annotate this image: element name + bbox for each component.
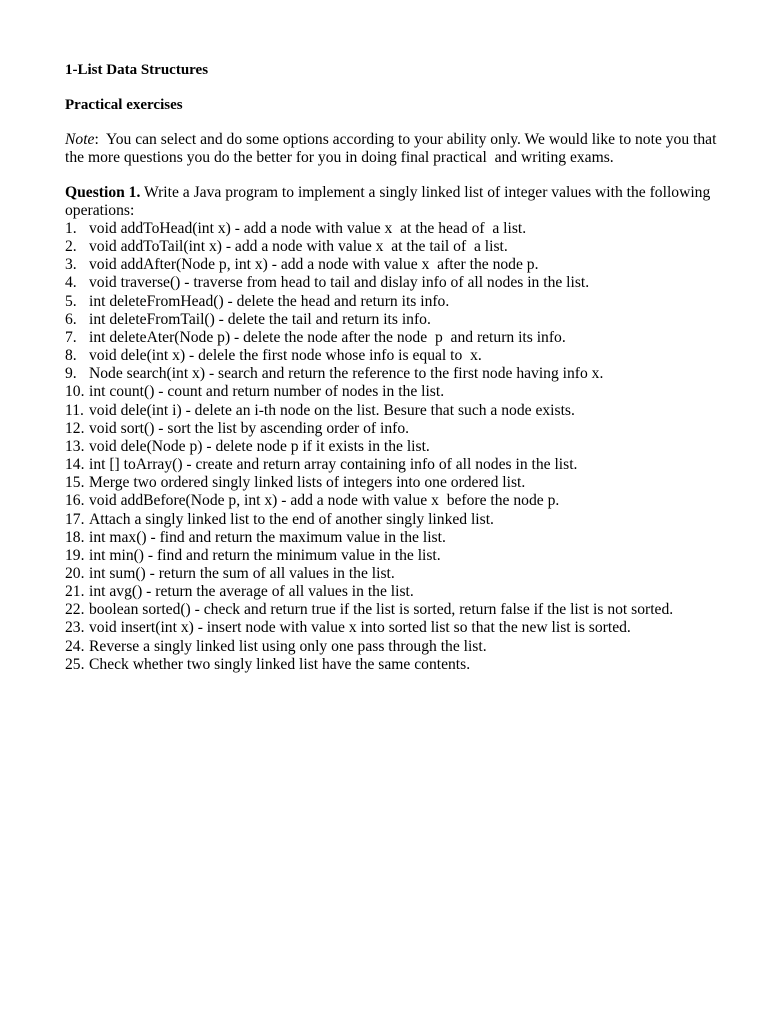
list-item-number: 6.	[65, 310, 77, 328]
list-item-number: 14.	[65, 456, 85, 474]
list-item-text: Attach a singly linked list to the end of another singly linked list.	[89, 510, 494, 528]
note-label: Note	[65, 131, 95, 148]
list-item	[65, 529, 673, 547]
document-title: 1-List Data Structures	[65, 62, 209, 78]
list-item-text: boolean sorted() - check and return true if the list is sorted, return false if the list is not sorted.	[89, 601, 674, 619]
section-title: Practical exercises	[65, 97, 183, 113]
list-item-number: 16.	[65, 492, 85, 510]
note-separator: :	[94, 131, 99, 148]
operations-list	[65, 220, 673, 674]
question-paragraph	[65, 184, 725, 220]
list-item-number: 25.	[65, 655, 85, 673]
list-item	[65, 420, 673, 438]
list-item	[65, 238, 673, 256]
list-item-number: 21.	[65, 583, 85, 601]
list-item-number: 20.	[65, 564, 85, 582]
list-item	[65, 583, 673, 601]
list-item-text: void addAfter(Node p, int x) - add a node with value x after the node p.	[89, 256, 539, 274]
list-item	[65, 601, 673, 619]
note-text: You can select and do some options according to your ability only. We would like to note you that the more questions you do the better for you in doing final practical and writing exams.	[65, 131, 721, 167]
list-item	[65, 274, 673, 292]
list-item-number: 4.	[65, 274, 77, 292]
list-item	[65, 474, 673, 492]
list-item	[65, 547, 673, 565]
list-item	[65, 311, 673, 329]
list-item-text: int min() - find and return the minimum value in the list.	[89, 546, 441, 564]
list-item-text: int max() - find and return the maximum value in the list.	[89, 528, 446, 546]
list-item	[65, 511, 673, 529]
list-item-text: int deleteAter(Node p) - delete the node after the node p and return its info.	[89, 328, 566, 346]
list-item-number: 8.	[65, 347, 77, 365]
list-item-number: 10.	[65, 383, 85, 401]
question-text: Write a Java program to implement a singly linked list of integer values with the following operations:	[65, 184, 715, 220]
list-item	[65, 365, 673, 383]
list-item-number: 12.	[65, 419, 85, 437]
list-item	[65, 638, 673, 656]
list-item-text: void dele(int x) - delele the first node whose info is equal to x.	[89, 347, 482, 365]
list-item-text: int deleteFromHead() - delete the head and return its info.	[89, 292, 450, 310]
list-item-text: void sort() - sort the list by ascending order of info.	[89, 419, 410, 437]
list-item	[65, 656, 673, 674]
list-item-text: int [] toArray() - create and return array containing info of all nodes in the list.	[89, 456, 578, 474]
list-item-text: void addToHead(int x) - add a node with value x at the head of a list.	[89, 220, 527, 237]
list-item	[65, 565, 673, 583]
list-item-number: 5.	[65, 292, 77, 310]
list-item	[65, 220, 673, 238]
list-item-text: int count() - count and return number of nodes in the list.	[89, 383, 445, 401]
list-item	[65, 256, 673, 274]
list-item	[65, 438, 673, 456]
note-paragraph	[65, 131, 725, 167]
list-item-number: 15.	[65, 474, 85, 492]
list-item-number: 3.	[65, 256, 77, 274]
list-item-number: 22.	[65, 601, 85, 619]
list-item-text: void dele(Node p) - delete node p if it exists in the list.	[89, 437, 430, 455]
list-item-text: void addToTail(int x) - add a node with value x at the tail of a list.	[89, 238, 508, 256]
list-item-number: 23.	[65, 619, 85, 637]
list-item	[65, 492, 673, 510]
list-item	[65, 456, 673, 474]
list-item-number: 7.	[65, 328, 77, 346]
list-item-number: 13.	[65, 437, 85, 455]
list-item	[65, 347, 673, 365]
list-item-text: void insert(int x) - insert node with value x into sorted list so that the new list is sorted.	[89, 619, 631, 637]
list-item	[65, 329, 673, 347]
list-item-text: void addBefore(Node p, int x) - add a node with value x before the node p.	[89, 492, 560, 510]
list-item-text: void traverse() - traverse from head to tail and dislay info of all nodes in the list.	[89, 274, 590, 292]
list-item-number: 2.	[65, 238, 77, 256]
list-item-text: int avg() - return the average of all values in the list.	[89, 583, 414, 601]
list-item-text: int sum() - return the sum of all values in the list.	[89, 564, 395, 582]
list-item	[65, 619, 673, 637]
list-item-text: Node search(int x) - search and return the reference to the first node having info x.	[89, 365, 604, 383]
list-item-text: Check whether two singly linked list have the same contents.	[89, 655, 471, 673]
list-item-number: 17.	[65, 510, 85, 528]
list-item-text: int deleteFromTail() - delete the tail and return its info.	[89, 310, 431, 328]
list-item-text: Reverse a singly linked list using only one pass through the list.	[89, 637, 487, 655]
list-item-number: 18.	[65, 528, 85, 546]
list-item-number: 24.	[65, 637, 85, 655]
list-item-number: 11.	[65, 401, 84, 419]
list-item	[65, 383, 673, 401]
list-item-text: Merge two ordered singly linked lists of integers into one ordered list.	[89, 474, 526, 492]
list-item	[65, 402, 673, 420]
list-item-number: 1.	[65, 220, 77, 237]
list-item-text: void dele(int i) - delete an i-th node on the list. Besure that such a node exists.	[89, 401, 575, 419]
list-item-number: 9.	[65, 365, 77, 383]
list-item	[65, 293, 673, 311]
list-item-number: 19.	[65, 546, 85, 564]
question-label: Question 1.	[65, 184, 141, 201]
